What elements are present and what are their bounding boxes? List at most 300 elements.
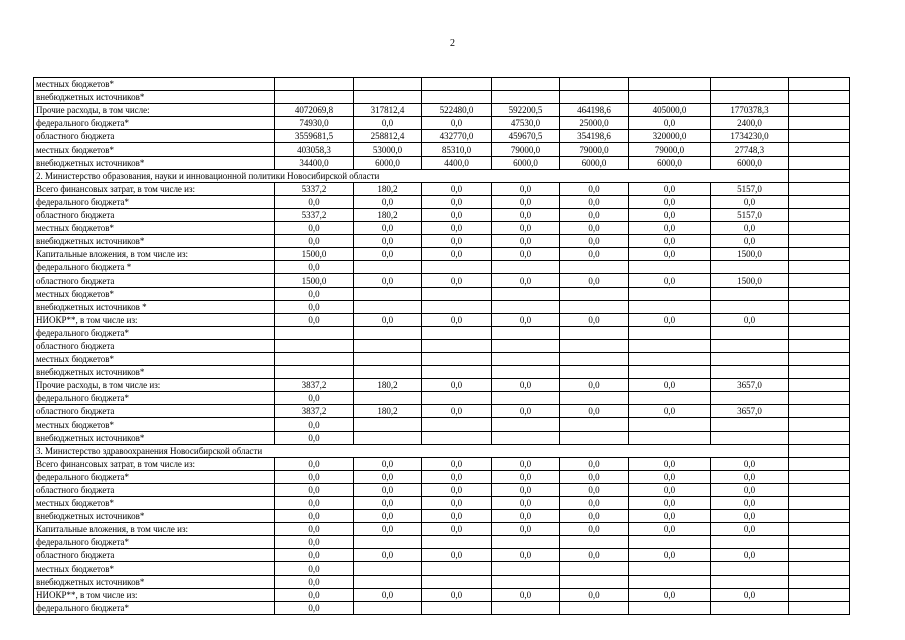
table-row [34,418,850,431]
value-cell: 0,0 [560,379,629,392]
table-row [34,575,850,588]
row-label: федерального бюджета* [34,195,275,208]
value-cell [789,248,850,261]
table-row [34,431,850,444]
row-label: федерального бюджета* [34,601,275,614]
value-cell: 0,0 [275,261,354,274]
value-cell: 0,0 [711,457,789,470]
value-cell [711,601,789,614]
value-cell: 0,0 [354,549,422,562]
table-row [34,261,850,274]
table-row [34,300,850,313]
row-label: местных бюджетов* [34,418,275,431]
row-label: внебюджетных источников* [34,366,275,379]
value-cell [354,352,422,365]
row-label: внебюджетных источников * [34,300,275,313]
value-cell: 1500,0 [275,274,354,287]
value-cell: 0,0 [560,549,629,562]
value-cell [789,287,850,300]
value-cell [711,366,789,379]
value-cell: 0,0 [354,235,422,248]
row-label: Всего финансовых затрат, в том числе из: [34,457,275,470]
row-label: Капитальные вложения, в том числе из: [34,523,275,536]
value-cell: 0,0 [492,523,560,536]
row-label: Капитальные вложения, в том числе из: [34,248,275,261]
value-cell [275,339,354,352]
row-label: внебюджетных источников* [34,431,275,444]
value-cell: 0,0 [629,274,711,287]
value-cell: 0,0 [560,248,629,261]
value-cell: 74930,0 [275,117,354,130]
value-cell [711,326,789,339]
value-cell: 0,0 [354,523,422,536]
value-cell [789,588,850,601]
value-cell: 0,0 [560,470,629,483]
row-label: Всего финансовых затрат, в том числе из: [34,182,275,195]
value-cell [789,313,850,326]
value-cell [711,287,789,300]
value-cell: 79000,0 [492,143,560,156]
row-label: федерального бюджета * [34,261,275,274]
value-cell [492,562,560,575]
value-cell: 0,0 [629,195,711,208]
value-cell [629,575,711,588]
value-cell [492,431,560,444]
value-cell: 464198,6 [560,104,629,117]
table-row [34,536,850,549]
value-cell: 0,0 [275,536,354,549]
value-cell: 0,0 [560,405,629,418]
value-cell [492,536,560,549]
value-cell: 0,0 [354,248,422,261]
value-cell: 0,0 [711,510,789,523]
table-row [34,366,850,379]
table-cell [789,444,850,457]
value-cell: 0,0 [492,195,560,208]
value-cell: 0,0 [492,549,560,562]
value-cell [789,418,850,431]
value-cell [275,91,354,104]
value-cell [629,261,711,274]
value-cell: 0,0 [422,208,492,221]
value-cell [629,352,711,365]
value-cell: 0,0 [711,483,789,496]
table-row [34,352,850,365]
value-cell [560,300,629,313]
value-cell: 0,0 [560,274,629,287]
value-cell [711,91,789,104]
value-cell [789,208,850,221]
value-cell [354,78,422,91]
value-cell: 0,0 [711,549,789,562]
budget-table-body [34,78,850,615]
value-cell [711,431,789,444]
value-cell [629,287,711,300]
value-cell [789,392,850,405]
value-cell [492,601,560,614]
row-label: местных бюджетов* [34,352,275,365]
value-cell: 432770,0 [422,130,492,143]
value-cell: 0,0 [275,418,354,431]
value-cell [492,418,560,431]
value-cell: 0,0 [422,117,492,130]
value-cell [275,366,354,379]
value-cell [629,431,711,444]
value-cell: 0,0 [275,549,354,562]
value-cell [560,431,629,444]
value-cell: 0,0 [354,457,422,470]
value-cell [789,326,850,339]
value-cell: 0,0 [422,523,492,536]
value-cell: 0,0 [711,497,789,510]
value-cell [789,536,850,549]
value-cell: 0,0 [275,588,354,601]
value-cell: 0,0 [629,117,711,130]
value-cell: 180,2 [354,405,422,418]
value-cell [354,300,422,313]
value-cell: 0,0 [422,313,492,326]
value-cell [492,91,560,104]
value-cell: 0,0 [354,117,422,130]
value-cell: 0,0 [711,195,789,208]
value-cell: 1734230,0 [711,130,789,143]
value-cell [711,78,789,91]
value-cell: 1500,0 [711,248,789,261]
row-label: федерального бюджета* [34,536,275,549]
value-cell: 0,0 [354,274,422,287]
value-cell: 3559681,5 [275,130,354,143]
table-row [34,143,850,156]
value-cell [711,562,789,575]
value-cell: 6000,0 [560,156,629,169]
value-cell [560,601,629,614]
section-title: 3. Министерство здравоохранения Новосибирской области [34,444,789,457]
row-label: федерального бюджета* [34,117,275,130]
value-cell: 0,0 [354,497,422,510]
value-cell: 0,0 [422,379,492,392]
value-cell: 0,0 [492,274,560,287]
table-row [34,601,850,614]
value-cell: 0,0 [560,235,629,248]
value-cell [492,261,560,274]
row-label: областного бюджета [34,339,275,352]
value-cell [275,352,354,365]
value-cell [789,366,850,379]
value-cell [789,352,850,365]
value-cell: 0,0 [275,313,354,326]
row-label: местных бюджетов* [34,287,275,300]
value-cell [275,78,354,91]
value-cell [422,431,492,444]
value-cell: 25000,0 [560,117,629,130]
value-cell: 0,0 [629,313,711,326]
value-cell: 0,0 [492,248,560,261]
value-cell [629,392,711,405]
value-cell: 0,0 [492,470,560,483]
row-label: областного бюджета [34,483,275,496]
value-cell: 0,0 [354,313,422,326]
table-row [34,78,850,91]
value-cell [492,78,560,91]
row-label: областного бюджета [34,208,275,221]
value-cell [354,326,422,339]
table-row [34,235,850,248]
value-cell: 180,2 [354,182,422,195]
value-cell: 0,0 [275,483,354,496]
value-cell: 0,0 [354,510,422,523]
table-row [34,313,850,326]
value-cell: 0,0 [629,248,711,261]
value-cell: 6000,0 [354,156,422,169]
value-cell [711,261,789,274]
value-cell: 0,0 [422,274,492,287]
value-cell [711,575,789,588]
value-cell [422,575,492,588]
value-cell [354,392,422,405]
table-row [34,208,850,221]
value-cell: 5157,0 [711,182,789,195]
value-cell [789,235,850,248]
value-cell [789,143,850,156]
value-cell [422,536,492,549]
value-cell: 0,0 [629,588,711,601]
table-row [34,104,850,117]
value-cell: 0,0 [629,523,711,536]
value-cell: 0,0 [560,588,629,601]
table-row [34,483,850,496]
value-cell [560,91,629,104]
value-cell: 34400,0 [275,156,354,169]
value-cell [492,392,560,405]
value-cell [354,91,422,104]
value-cell: 0,0 [422,549,492,562]
value-cell: 0,0 [560,497,629,510]
value-cell: 0,0 [422,182,492,195]
table-row [34,326,850,339]
value-cell: 0,0 [354,195,422,208]
page-number: 2 [450,38,455,49]
row-label: областного бюджета [34,549,275,562]
value-cell: 6000,0 [629,156,711,169]
value-cell [560,78,629,91]
row-label: внебюджетных источников* [34,575,275,588]
value-cell [789,562,850,575]
value-cell: 0,0 [711,222,789,235]
value-cell: 0,0 [354,222,422,235]
value-cell: 3837,2 [275,379,354,392]
row-label: НИОКР**, в том числе из: [34,588,275,601]
value-cell: 0,0 [422,222,492,235]
table-row [34,248,850,261]
value-cell [629,536,711,549]
value-cell [711,392,789,405]
value-cell: 5157,0 [711,208,789,221]
value-cell: 0,0 [422,497,492,510]
value-cell: 5337,2 [275,182,354,195]
value-cell: 0,0 [629,497,711,510]
value-cell: 0,0 [422,470,492,483]
value-cell [789,601,850,614]
value-cell: 0,0 [275,497,354,510]
value-cell [560,418,629,431]
value-cell [422,392,492,405]
value-cell [629,300,711,313]
value-cell [492,300,560,313]
value-cell: 0,0 [422,248,492,261]
section-header-row [34,169,850,182]
value-cell: 0,0 [492,235,560,248]
value-cell [789,195,850,208]
value-cell [492,287,560,300]
value-cell [789,431,850,444]
value-cell [354,431,422,444]
row-label: НИОКР**, в том числе из: [34,313,275,326]
value-cell [422,91,492,104]
value-cell [354,366,422,379]
value-cell: 0,0 [492,379,560,392]
value-cell: 0,0 [711,313,789,326]
value-cell [422,300,492,313]
value-cell: 0,0 [711,523,789,536]
value-cell: 0,0 [354,483,422,496]
table-row [34,588,850,601]
value-cell: 0,0 [354,588,422,601]
value-cell: 0,0 [560,208,629,221]
value-cell: 0,0 [422,457,492,470]
value-cell [422,601,492,614]
value-cell: 53000,0 [354,143,422,156]
row-label: внебюджетных источников* [34,235,275,248]
value-cell [789,117,850,130]
value-cell: 0,0 [275,300,354,313]
value-cell: 0,0 [275,392,354,405]
value-cell [560,287,629,300]
value-cell: 5337,2 [275,208,354,221]
value-cell [629,562,711,575]
value-cell: 0,0 [711,588,789,601]
section-title: 2. Министерство образования, науки и инновационной политики Новосибирской области [34,169,789,182]
value-cell: 0,0 [560,182,629,195]
value-cell [422,352,492,365]
value-cell: 0,0 [492,208,560,221]
value-cell: 0,0 [275,222,354,235]
value-cell [789,510,850,523]
value-cell [629,366,711,379]
value-cell: 4400,0 [422,156,492,169]
value-cell: 85310,0 [422,143,492,156]
value-cell [354,287,422,300]
value-cell: 0,0 [560,483,629,496]
value-cell [354,418,422,431]
value-cell: 0,0 [422,405,492,418]
value-cell: 0,0 [629,208,711,221]
value-cell: 0,0 [354,470,422,483]
value-cell [492,575,560,588]
value-cell: 79000,0 [629,143,711,156]
value-cell: 0,0 [711,470,789,483]
value-cell: 180,2 [354,208,422,221]
value-cell: 0,0 [629,457,711,470]
value-cell: 0,0 [711,235,789,248]
value-cell [629,418,711,431]
value-cell [422,418,492,431]
table-row [34,457,850,470]
value-cell: 4072069,8 [275,104,354,117]
value-cell: 2400,0 [711,117,789,130]
value-cell: 0,0 [629,222,711,235]
value-cell: 0,0 [422,483,492,496]
value-cell [560,562,629,575]
row-label: Прочие расходы, в том числе из: [34,379,275,392]
value-cell [789,274,850,287]
value-cell: 3657,0 [711,405,789,418]
value-cell: 405000,0 [629,104,711,117]
value-cell: 0,0 [560,222,629,235]
value-cell [711,339,789,352]
value-cell [422,78,492,91]
value-cell: 0,0 [629,510,711,523]
row-label: местных бюджетов* [34,222,275,235]
value-cell: 354198,6 [560,130,629,143]
value-cell: 0,0 [492,457,560,470]
value-cell: 0,0 [629,405,711,418]
value-cell [789,575,850,588]
table-row [34,562,850,575]
value-cell: 592200,5 [492,104,560,117]
value-cell: 1770378,3 [711,104,789,117]
value-cell: 320000,0 [629,130,711,143]
value-cell: 0,0 [629,483,711,496]
value-cell [560,339,629,352]
row-label: внебюджетных источников* [34,510,275,523]
value-cell: 79000,0 [560,143,629,156]
value-cell [354,562,422,575]
value-cell: 0,0 [275,235,354,248]
value-cell [789,483,850,496]
value-cell [560,326,629,339]
row-label: федерального бюджета* [34,470,275,483]
section-header-row [34,444,850,457]
value-cell [629,91,711,104]
row-label: федерального бюджета* [34,326,275,339]
row-label: областного бюджета [34,130,275,143]
value-cell [789,91,850,104]
row-label: Прочие расходы, в том числе: [34,104,275,117]
table-row [34,195,850,208]
value-cell [422,339,492,352]
value-cell [422,366,492,379]
value-cell: 1500,0 [711,274,789,287]
value-cell [422,287,492,300]
value-cell: 6000,0 [711,156,789,169]
value-cell: 27748,3 [711,143,789,156]
value-cell: 459670,5 [492,130,560,143]
value-cell: 3657,0 [711,379,789,392]
value-cell [422,261,492,274]
value-cell [711,352,789,365]
table-row [34,182,850,195]
value-cell [711,536,789,549]
value-cell: 0,0 [560,457,629,470]
value-cell: 0,0 [629,182,711,195]
value-cell: 0,0 [629,470,711,483]
row-label: местных бюджетов* [34,78,275,91]
value-cell: 0,0 [492,497,560,510]
value-cell [354,575,422,588]
value-cell [789,156,850,169]
value-cell [354,601,422,614]
value-cell [789,549,850,562]
